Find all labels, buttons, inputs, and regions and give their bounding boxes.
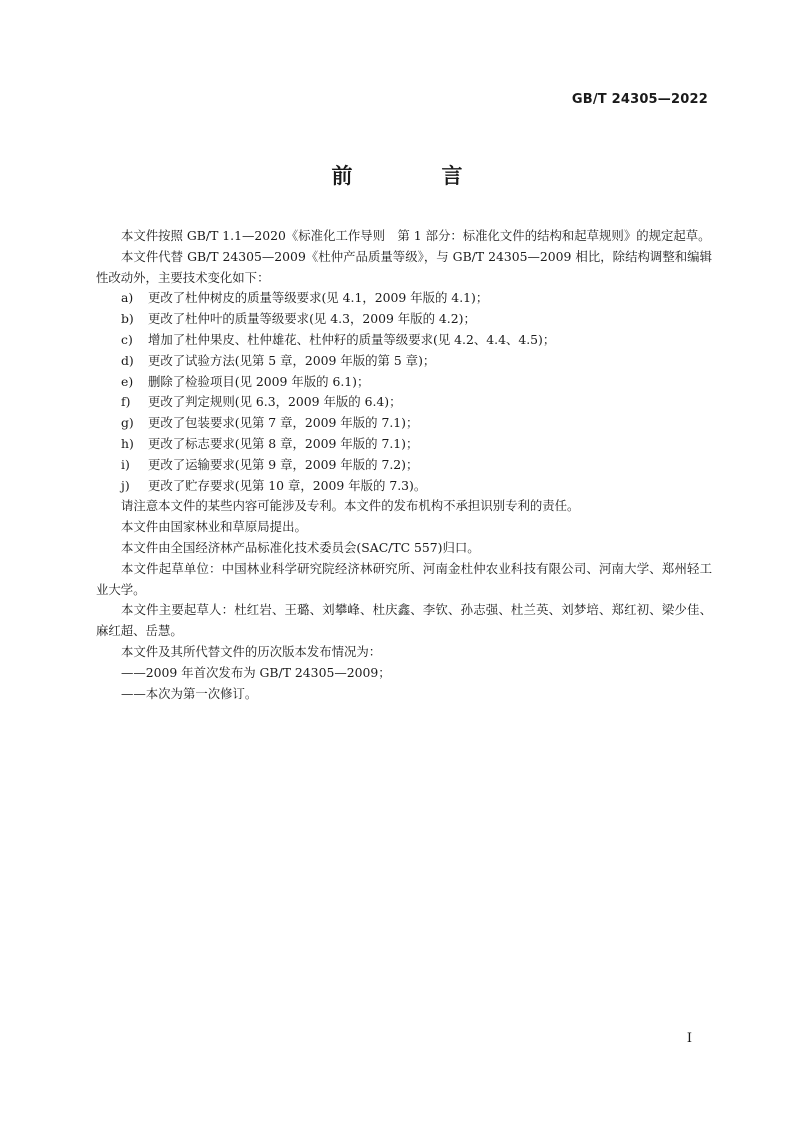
paragraph-drafters: 本文件主要起草人：杜红岩、王璐、刘攀峰、杜庆鑫、李钦、孙志强、杜兰英、刘梦培、郑红初、梁少佳、麻红超、岳慧。: [96, 602, 712, 639]
list-text: 更改了杜仲叶的质量等级要求(见 4.3，2009 年版的 4.2)；: [148, 311, 476, 327]
paragraph-drafting-units: 本文件起草单位：中国林业科学研究院经济林研究所、河南金杜仲农业科技有限公司、河南大学、郑州轻工业大学。: [96, 560, 712, 597]
list-marker: d): [121, 352, 134, 368]
list-text: 更改了包装要求(见第 7 章，2009 年版的 7.1)；: [148, 415, 419, 431]
list-item: [96, 455, 712, 476]
history-item: ——本次为第一次修订。: [121, 685, 258, 701]
foreword-body: [96, 226, 712, 704]
changes-list: [96, 288, 712, 496]
list-text: 更改了试验方法(见第 5 章，2009 年版的第 5 章)；: [148, 352, 436, 368]
paragraph-proposer: 本文件由国家林业和草原局提出。: [121, 519, 307, 535]
list-item: [96, 330, 712, 351]
list-item: [96, 476, 712, 497]
paragraph-version-history: 本文件及其所代替文件的历次版本发布情况为：: [121, 643, 382, 659]
page-title: 前 言: [331, 164, 497, 188]
history-item: ——2009 年首次发布为 GB/T 24305—2009；: [121, 664, 391, 680]
paragraph-patent-notice: 请注意本文件的某些内容可能涉及专利。本文件的发布机构不承担识别专利的责任。: [121, 498, 580, 514]
history-list: [96, 663, 712, 705]
paragraph-committee: 本文件由全国经济林产品标准化技术委员会(SAC/TC 557)归口。: [121, 539, 480, 555]
list-text: 增加了杜仲果皮、杜仲雄花、杜仲籽的质量等级要求(见 4.2、4.4、4.5)；: [148, 331, 556, 347]
list-text: 更改了运输要求(见第 9 章，2009 年版的 7.2)；: [148, 456, 419, 472]
paragraph-drafting-rules: 本文件按照 GB/T 1.1—2020《标准化工作导则 第 1 部分：标准化文件的结构和起草规则》的规定起草。: [121, 228, 711, 243]
list-text: 更改了标志要求(见第 8 章，2009 年版的 7.1)；: [148, 435, 419, 451]
list-item: [96, 288, 712, 309]
list-marker: f): [121, 394, 131, 410]
list-item: [96, 434, 712, 455]
list-text: 更改了杜仲树皮的质量等级要求(见 4.1，2009 年版的 4.1)；: [148, 290, 489, 306]
list-item: [96, 413, 712, 434]
list-text: 删除了检验项目(见 2009 年版的 6.1)；: [148, 373, 370, 389]
list-marker: b): [121, 311, 134, 327]
list-item: [96, 372, 712, 393]
list-marker: h): [121, 435, 134, 451]
list-marker: e): [121, 373, 134, 389]
list-marker: i): [121, 456, 130, 472]
list-text: 更改了判定规则(见 6.3，2009 年版的 6.4)；: [148, 394, 402, 410]
paragraph-replacement: 本文件代替 GB/T 24305—2009《杜仲产品质量等级》，与 GB/T 24305—2009 相比，除结构调整和编辑性改动外，主要技术变化如下：: [96, 248, 712, 285]
page-number: I: [686, 1031, 692, 1046]
list-item: [96, 392, 712, 413]
list-marker: g): [121, 415, 134, 431]
list-marker: a): [121, 290, 134, 306]
list-marker: j): [121, 477, 130, 493]
list-item: [96, 309, 712, 330]
list-item: [96, 351, 712, 372]
list-marker: c): [121, 331, 133, 347]
standard-number: GB/T 24305—2022: [571, 92, 708, 107]
list-text: 更改了贮存要求(见第 10 章，2009 年版的 7.3)。: [148, 477, 427, 493]
